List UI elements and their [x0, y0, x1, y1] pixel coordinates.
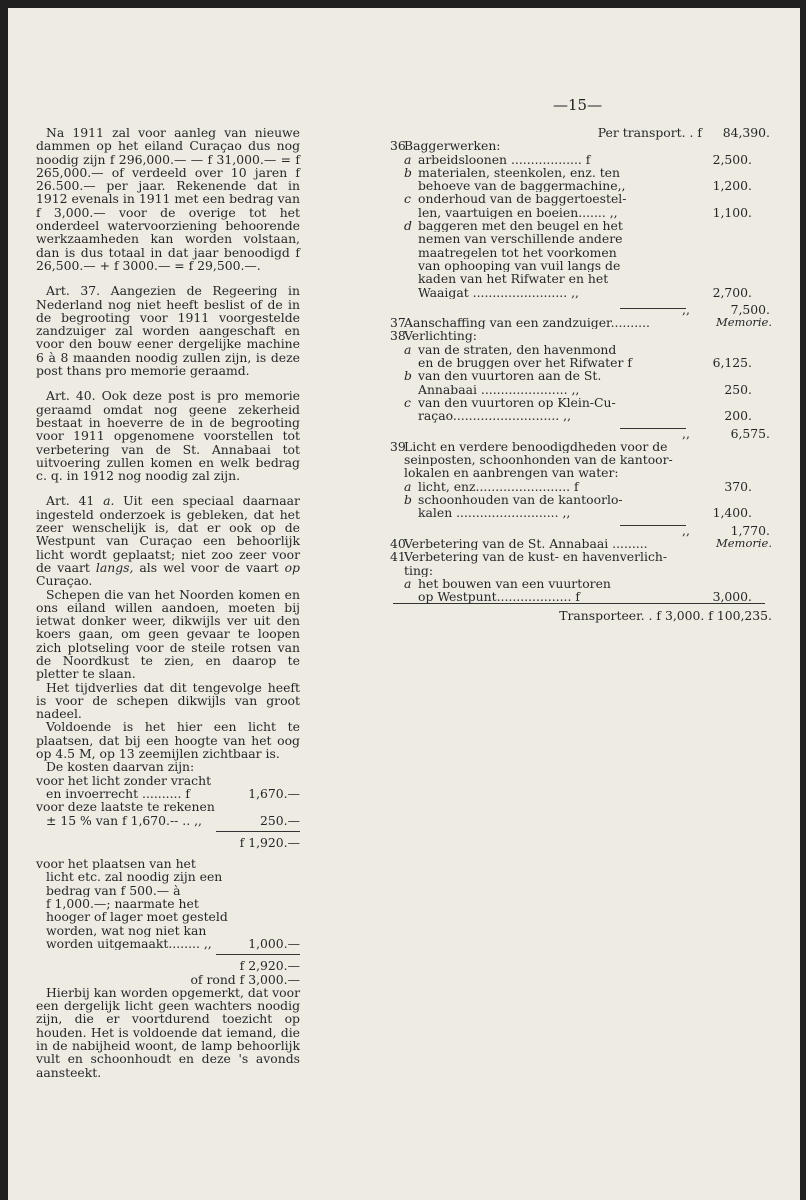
paragraph: De kosten daarvan zijn: [46, 760, 195, 774]
item-row: 38 Verlichting: [390, 328, 477, 344]
cost-line: voor het licht zonder vracht [36, 773, 212, 787]
divider [216, 954, 300, 955]
subtotal-row: ,, 7,500. [682, 301, 770, 317]
item-row: en de bruggen over het Rifwater f 6,125. [418, 355, 752, 371]
text-italic: op [284, 559, 300, 575]
item-row: c onderhoud van de baggertoestel- [404, 191, 627, 207]
item-row: a het bouwen van een vuurtoren [404, 575, 611, 591]
paragraph: Het tijdverlies dat dit tengevolge heeft is voor de schepen dikwijls van groot nadeel. [36, 679, 300, 722]
subtotal-row: ,, 1,770. [682, 522, 770, 538]
paragraph: Voldoende is het hier een licht te plaatsen, dat bij een hoogte van het oog op 4.5 M, op 13 zeemijlen zichtbaar is. [36, 719, 300, 762]
item-row: 36 Baggerwerken: [390, 138, 501, 154]
subtotal: 6,575. [730, 425, 770, 441]
amount: 250.— [260, 812, 300, 828]
amount: 1,000.— [248, 935, 300, 951]
item-row: behoeve van de baggermachine,, 1,200. [418, 178, 752, 194]
cost-line: worden, wat nog niet kan [46, 923, 207, 937]
text: Curaçao. [36, 573, 93, 589]
amount: 84,390. [722, 125, 770, 140]
memorie-label: Memorie. [715, 315, 772, 330]
right-column [390, 126, 780, 623]
cost-line: voor deze laatste te rekenen [36, 800, 215, 814]
page-number: —15— [553, 96, 603, 114]
item-row: maatregelen tot het voorkomen [418, 245, 617, 259]
subtotal-row [36, 836, 300, 849]
item-row: kalen .......................... ,, 1,400. [418, 505, 752, 521]
paragraph [36, 494, 300, 587]
divider [620, 308, 686, 309]
item-row: len, vaartuigen en boeien....... ,, 1,100. [418, 204, 752, 220]
memorie-label: Memorie. [715, 535, 772, 550]
item-row: d baggeren met den beugel en het [404, 218, 623, 234]
cost-line: hooger of lager moet gesteld [46, 910, 228, 924]
total-rounded: of rond f 3,000.— [190, 971, 300, 987]
item-row: 39 Licht en verdere benoodigdheden voor de [390, 438, 668, 454]
paragraph: Na 1911 zal voor aanleg van nieuwe dammen op het eiland Curaçao dus nog noodig zijn f 296,000.— — f 31,000.— = f 265,000.— of verdeeld over 10 jaren f 26.500.— per jaar. Rekenende dat in 1912 evenals in 1911 met een bedrag van f 3,000.— voor de overige tot het onderdeel watervoorziening behoorende werkzaamheden kan worden volstaan, dan is dus totaal in dat jaar benoodigd f 26,500.— + f 3000.— = f 29,500.—. [36, 125, 300, 273]
cost-line: f 1,000.—; naarmate het [46, 897, 199, 911]
item-row: raçao........................... ,, 200. [418, 408, 752, 424]
item-row: lokalen en aanbrengen van water: [404, 466, 619, 480]
text-italic: langs, [95, 559, 134, 575]
text: Uit een speciaal daarnaar ingesteld onderzoek is gebleken, dat het zeer wenschelijk is, dat er ook op de Westpunt van Curaçao een behoorlijk licht wordt geplaatst; niet zoo zeer voor de vaart [36, 493, 300, 575]
paragraph: Art. 37. Aangezien de Regeering in Nederland nog niet heeft beslist of de in de begrooting voor 1911 voorgestelde zandzuiger zal worden aangeschaft en voor den bouw eener dergelijke machine 6 à 8 maanden noodig zullen zijn, is deze post thans pro memorie geraamd. [36, 283, 300, 379]
paragraph: Schepen die van het Noorden komen en ons eiland willen aandoen, moeten bij ietwat donker weer, dikwijls ver uit den koers gaan, om geen gevaar te loopen zich plotseling voor de steile rotsen van de Noordkust te zien, en daarop te pletter te slaan. [36, 586, 300, 682]
item-row: seinposten, schoonhonden van de kantoor- [404, 453, 673, 467]
item-row: Waaigat ........................ ,, 2,700. [418, 284, 752, 300]
cost-line: bedrag van f 500.— à [46, 883, 181, 898]
divider [620, 428, 686, 429]
item-row: a arbeidsloonen .................. f 2,500. [404, 151, 752, 167]
cost-line: licht etc. zal noodig zijn een [46, 870, 223, 884]
paragraph: Art. 40. Ook deze post is pro memorie geraamd omdat nog geene zekerheid bestaat in hoeverre de in de begrooting voor 1911 opgenomene voorstellen tot verbetering van de St. Annabaai tot uitvoering zullen komen en welk bedrag c. q. in 1912 nog noodig zal zijn. [36, 388, 300, 484]
cost-row: en invoerrecht .......... f 1,670.— [46, 785, 300, 801]
item-row: b schoonhouden van de kantoorlo- [404, 492, 623, 508]
total: f 2,920.— [239, 958, 300, 974]
item-row: c van den vuurtoren op Klein-Cu- [404, 394, 616, 410]
subtotal: 7,500. [730, 301, 770, 317]
subtotal-row: ,, 6,575. [682, 425, 770, 441]
item-row: 37 Aanschaffing van een zandzuiger.......... Memorie. [390, 315, 772, 331]
item-row: 40 Verbetering van de St. Annabaai ......... Memorie. [390, 535, 772, 551]
item-row: b van den vuurtoren aan de St. [404, 368, 602, 384]
divider [216, 831, 300, 832]
transporteer-row: Transporteer. . f 3,000. f 100,235. [559, 608, 772, 624]
item-row: van ophooping van vuil langs de [418, 258, 621, 273]
item-row: ting: [404, 563, 434, 577]
paragraph: Hierbij kan worden opgemerkt, dat voor een dergelijk licht geen wachters noodig zijn, die er voortdurend toezicht op houden. Het is voldoende dat iemand, die in de nabijheid woont, de lamp behoorlijk vult en schoonhoudt en deze 's avonds aansteekt. [36, 984, 300, 1080]
divider [620, 525, 686, 526]
document-page [8, 8, 800, 1200]
item-row: kaden van het Rifwater en het [418, 272, 609, 286]
article-letter: a. [103, 493, 115, 509]
item-row: a licht, enz........................ f 370. [404, 478, 752, 494]
total-row [36, 959, 300, 972]
amount: 1,670.— [248, 785, 300, 801]
left-column [36, 126, 300, 1079]
item-row: a van de straten, den havenmond [404, 341, 617, 357]
item-row: nemen van verschillende andere [418, 232, 623, 246]
transport-row: Per transport. . f 84,390. [597, 125, 770, 140]
cost-row: worden uitgemaakt........ ,, 1,000.— [46, 935, 300, 951]
cost-row: ± 15 % van f 1,670.-- .. ,, 250.— [46, 812, 300, 828]
item-row: Annabaai ...................... ,, 250. [418, 381, 752, 397]
item-row: b materialen, steenkolen, enz. ten [404, 164, 620, 180]
item-row: op Westpunt................... f 3,000. [418, 589, 752, 605]
cost-line: voor het plaatsen van het [36, 857, 196, 871]
total-row [36, 973, 300, 986]
article-ref: Art. 41 [46, 493, 95, 509]
text: als wel voor de vaart [139, 559, 279, 575]
subtotal: f 1,920.— [239, 834, 300, 850]
item-row: 41 Verbetering van de kust- en havenverlich- [390, 549, 668, 565]
subtotal: 1,770. [730, 522, 770, 538]
divider [393, 603, 765, 604]
